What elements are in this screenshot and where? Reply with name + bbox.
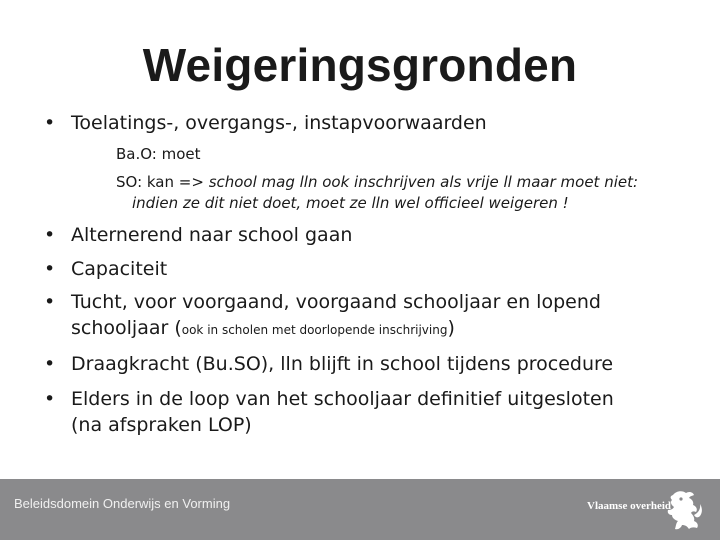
sub-item-so-prefix: SO: kan => xyxy=(116,173,209,191)
sub-item-so-italic: school mag lln ook inschrijven als vrije ll maar moet niet: xyxy=(208,173,639,191)
bullet-marker: • xyxy=(44,112,56,134)
footer-label: Beleidsdomein Onderwijs en Vorming xyxy=(14,496,231,511)
bullet-text-continuation: (na afspraken LOP) xyxy=(71,414,252,436)
bullet-text-part: ) xyxy=(447,317,455,339)
bullet-text: Capaciteit xyxy=(71,258,168,280)
bullet-text: Elders in de loop van het schooljaar definitief uitgesloten xyxy=(71,388,614,410)
bullet-marker: • xyxy=(44,353,56,375)
bullet-text: Toelatings-, overgangs-, instapvoorwaarden xyxy=(71,112,487,134)
bullet-marker: • xyxy=(44,258,56,280)
sub-item-so xyxy=(116,172,638,192)
footer-bar xyxy=(0,479,720,540)
bullet-marker: • xyxy=(44,388,56,410)
sub-item-so-continuation: indien ze dit niet doet, moet ze lln wel officieel weigeren ! xyxy=(132,194,569,212)
bullet-text: Draagkracht (Bu.SO), lln blijft in school tijdens procedure xyxy=(71,353,614,375)
bullet-marker: • xyxy=(44,291,56,313)
bullet-marker: • xyxy=(44,224,56,246)
bullet-text: Alternerend naar school gaan xyxy=(71,224,353,246)
bullet-text-small-note: ook in scholen met doorlopende inschrijving xyxy=(181,323,448,337)
bullet-text-part: schooljaar ( xyxy=(71,317,182,339)
bullet-text: Tucht, voor voorgaand, voorgaand schooljaar en lopend xyxy=(71,291,601,313)
bullet-text-continuation xyxy=(71,315,455,343)
footer-brand-name: Vlaamse overheid xyxy=(587,500,672,512)
lion-logo-icon xyxy=(659,485,709,535)
sub-item-bao: Ba.O: moet xyxy=(116,145,201,163)
slide-title: Weigeringsgronden xyxy=(142,39,578,91)
